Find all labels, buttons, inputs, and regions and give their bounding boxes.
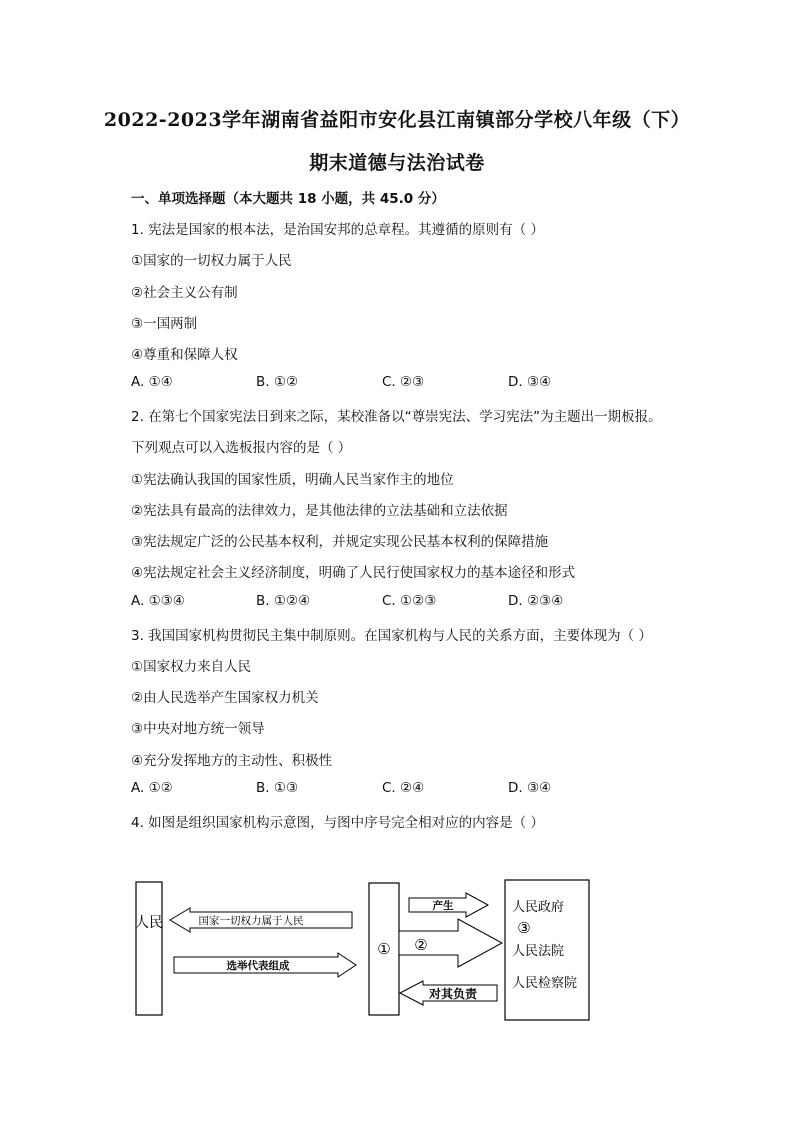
q2-option-c[interactable]: C. ①②③ <box>382 593 437 609</box>
produce-arrow-label: 产生 <box>432 900 454 912</box>
q2-item-3: ③宪法规定广泛的公民基本权利，并规定实现公民基本权利的保障措施 <box>131 534 549 550</box>
gov-label: 人民政府 <box>512 900 565 915</box>
q3-option-c[interactable]: C. ②④ <box>382 780 425 796</box>
q2-stem-line2: 下列观点可以入选板报内容的是（ ） <box>131 440 352 456</box>
q1-stem: 1. 宪法是国家的根本法，是治国安邦的总章程。其遵循的原则有（ ） <box>131 222 544 238</box>
section-heading: 一、单项选择题（本大题共 18 小题，共 45.0 分） <box>131 191 445 207</box>
q3-option-a[interactable]: A. ①② <box>131 780 173 796</box>
people-box <box>136 882 162 1015</box>
q2-item-1: ①宪法确认我国的国家性质，明确人民当家作主的地位 <box>131 472 454 488</box>
q4-stem: 4. 如图是组织国家机构示意图，与图中序号完全相对应的内容是（ ） <box>131 815 544 831</box>
q3-item-4: ④充分发挥地方的主动性、积极性 <box>131 753 333 769</box>
q3-item-1: ①国家权力来自人民 <box>131 659 252 675</box>
q2-item-2: ②宪法具有最高的法律效力，是其他法律的立法基础和立法依据 <box>131 503 508 519</box>
q1-item-3: ③一国两制 <box>131 316 198 332</box>
paper-title-line2: 期末道德与法治试卷 <box>309 152 485 174</box>
procuratorate-label: 人民检察院 <box>512 976 578 991</box>
q3-item-3: ③中央对地方统一领导 <box>131 721 265 737</box>
q1-option-d[interactable]: D. ③④ <box>508 374 552 390</box>
people-label: 人民 <box>135 915 163 931</box>
q2-item-4: ④宪法规定社会主义经济制度，明确了人民行使国家权力的基本途径和形式 <box>131 565 576 581</box>
q3-option-b[interactable]: B. ①③ <box>256 780 299 796</box>
q2-option-b[interactable]: B. ①②④ <box>256 593 311 609</box>
q1-item-2: ②社会主义公有制 <box>131 285 238 301</box>
organ-number: ① <box>377 940 391 958</box>
big-arrow-number: ② <box>414 936 428 954</box>
court-label: 人民法院 <box>512 944 565 959</box>
responsible-arrow-label: 对其负责 <box>428 987 478 1001</box>
q1-option-a[interactable]: A. ①④ <box>131 374 173 390</box>
q1-item-4: ④尊重和保障人权 <box>131 347 238 363</box>
q2-stem-line1: 2. 在第七个国家宪法日到来之际，某校准备以“尊崇宪法、学习宪法”为主题出一期板报。 <box>131 409 662 425</box>
q2-option-d[interactable]: D. ②③④ <box>508 593 564 609</box>
q2-option-a[interactable]: A. ①③④ <box>131 593 185 609</box>
elect-arrow-label: 选举代表组成 <box>226 960 290 972</box>
q3-option-d[interactable]: D. ③④ <box>508 780 552 796</box>
q3-item-2: ②由人民选举产生国家权力机关 <box>131 690 319 706</box>
power-arrow-label: 国家一切权力属于人民 <box>198 915 304 927</box>
q1-option-c[interactable]: C. ②③ <box>382 374 425 390</box>
q1-item-1: ①国家的一切权力属于人民 <box>131 253 292 269</box>
q3-stem: 3. 我国国家机构贯彻民主集中制原则。在国家机构与人民的关系方面，主要体现为（ ） <box>131 628 652 644</box>
gov-number: ③ <box>517 919 531 937</box>
q1-option-b[interactable]: B. ①② <box>256 374 299 390</box>
paper-title-line1: 2022-2023学年湖南省益阳市安化县江南镇部分学校八年级（下） <box>103 109 691 131</box>
